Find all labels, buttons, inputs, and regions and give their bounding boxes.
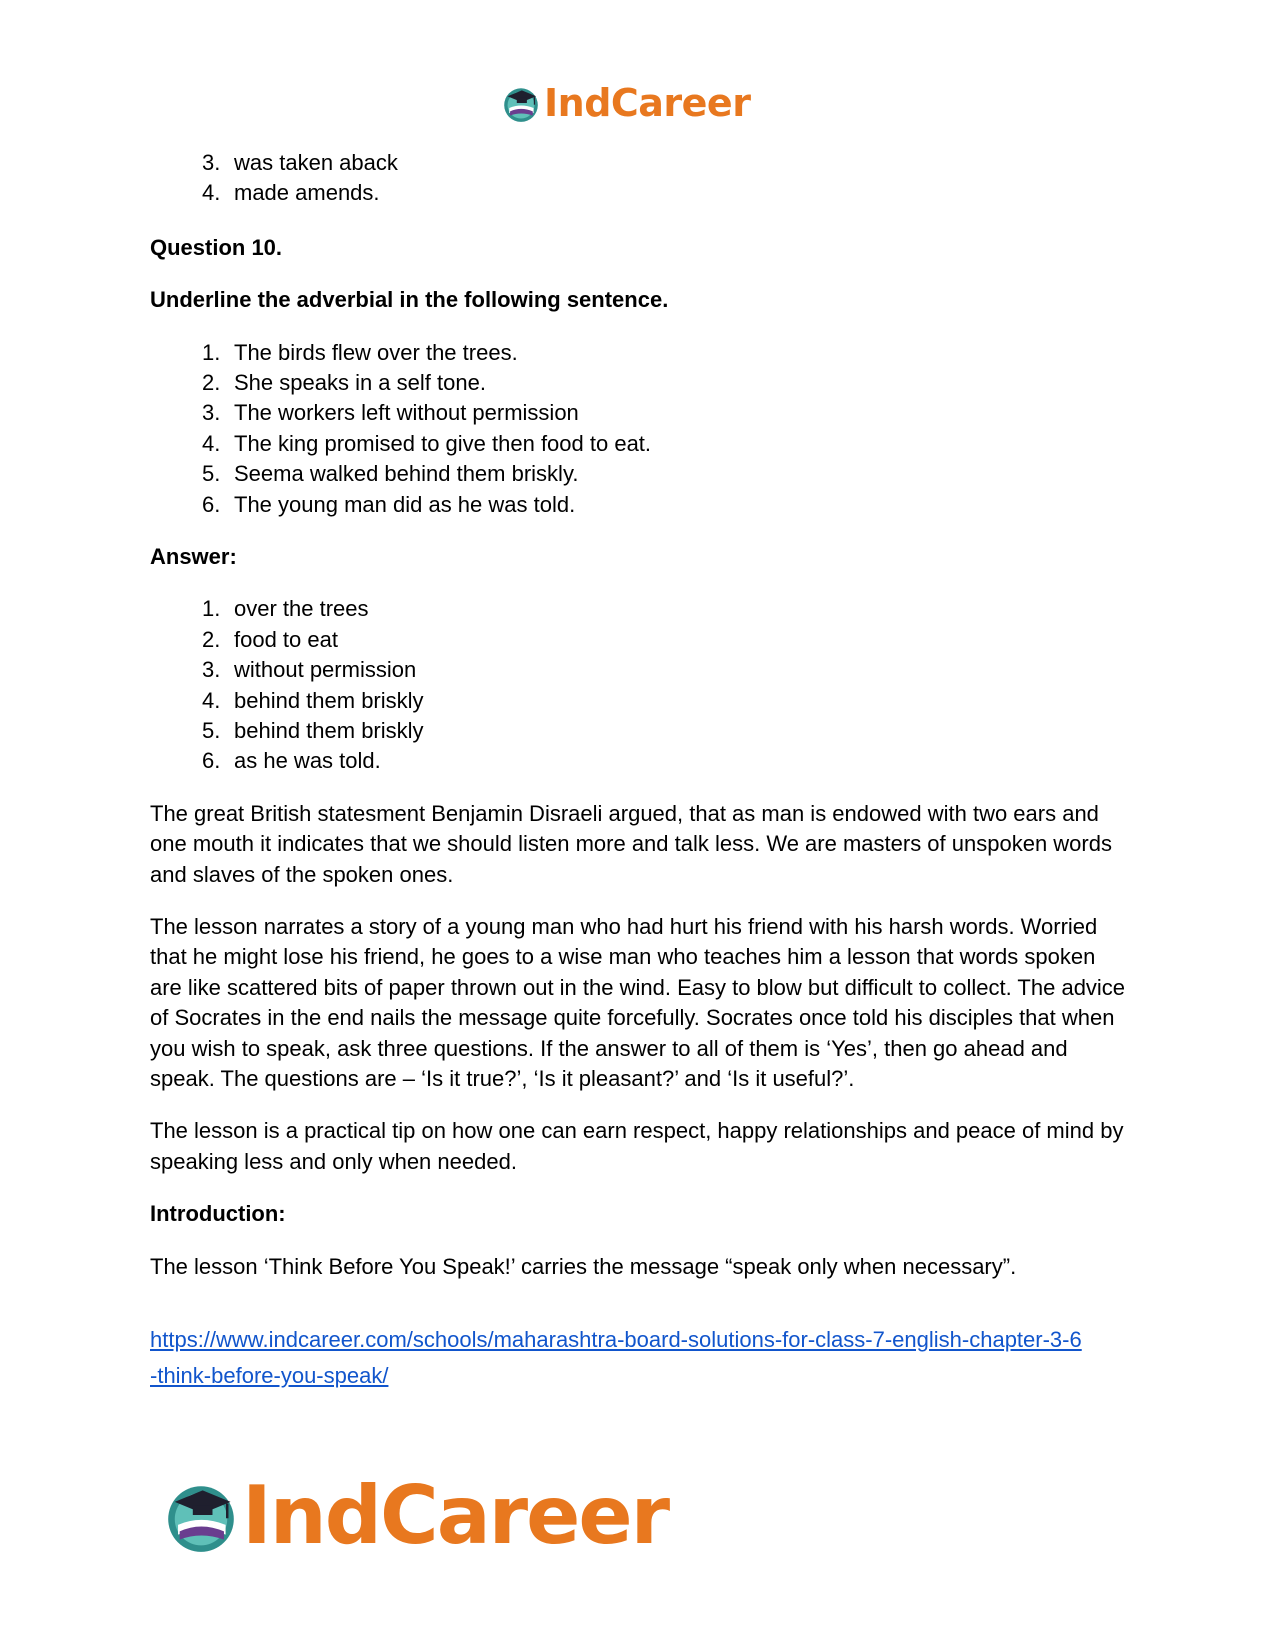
list-item: 3. without permission	[202, 657, 417, 683]
continued-list	[150, 148, 1130, 209]
list-item: 4. made amends.	[202, 180, 380, 206]
list-item: 5. behind them briskly	[202, 717, 424, 743]
paragraph-practical-tip: The lesson is a practical tip on how one can earn respect, happy relationships and peace of mind by speaking less and only when needed.	[150, 1118, 1124, 1174]
footer-logo	[160, 1470, 668, 1560]
answer-list	[150, 594, 1130, 776]
question-list	[150, 338, 1130, 520]
introduction-heading: Introduction:	[150, 1201, 286, 1227]
document-body	[150, 148, 1130, 1394]
list-item: 6. as he was told.	[202, 748, 381, 774]
source-link[interactable]	[150, 1322, 1130, 1394]
logo-wordmark: IndCareer	[544, 81, 751, 125]
question-heading: Question 10.	[150, 234, 283, 260]
source-link-line1[interactable]: https://www.indcareer.com/schools/maharashtra-board-solutions-for-class-7-english-chapter-3-6	[150, 1326, 1082, 1352]
paragraph-disraeli: The great British statesment Benjamin Disraeli argued, that as man is endowed with two ears and one mouth it indicates that we should listen more and talk less. We are masters of unspoken words and slaves of the spoken ones.	[150, 800, 1112, 887]
source-link-line2[interactable]: -think-before-you-speak/	[150, 1362, 389, 1388]
list-item: 1. The birds flew over the trees.	[202, 339, 518, 365]
list-item: 5. Seema walked behind them briskly.	[202, 461, 579, 487]
graduation-cap-globe-icon	[160, 1474, 242, 1556]
list-item: 1. over the trees	[202, 596, 369, 622]
list-item: 3. was taken aback	[202, 150, 398, 175]
list-item: 6. The young man did as he was told.	[202, 491, 576, 517]
answer-heading: Answer:	[150, 543, 237, 569]
list-item: 4. behind them briskly	[202, 687, 424, 713]
list-item: 2. She speaks in a self tone.	[202, 369, 486, 395]
header-logo	[500, 78, 750, 128]
list-item: 3. The workers left without permission	[202, 400, 579, 426]
list-item: 4. The king promised to give then food to eat.	[202, 430, 652, 456]
question-instruction: Underline the adverbial in the following sentence.	[150, 287, 669, 313]
list-item: 2. food to eat	[202, 626, 338, 652]
logo-wordmark: IndCareer	[242, 1468, 669, 1562]
paragraph-lesson-story: The lesson narrates a story of a young man who had hurt his friend with his harsh words. Worried that he might lose his friend, he goes to a wise man who teaches him a lesson that words spoken are like scattered bits of paper thrown out in the wind. Easy to blow but difficult to collect. The advice of Socrates in the end nails the message quite forcefully. Socrates once told his disciples that when you wish to speak, ask three questions. If the answer to all of them is ‘Yes’, then go ahead and speak. The questions are – ‘Is it true?’, ‘Is it pleasant?’ and ‘Is it useful?’.	[150, 913, 1126, 1091]
graduation-cap-globe-icon	[500, 82, 542, 124]
introduction-text: The lesson ‘Think Before You Speak!’ carries the message “speak only when necessary”.	[150, 1253, 1017, 1279]
